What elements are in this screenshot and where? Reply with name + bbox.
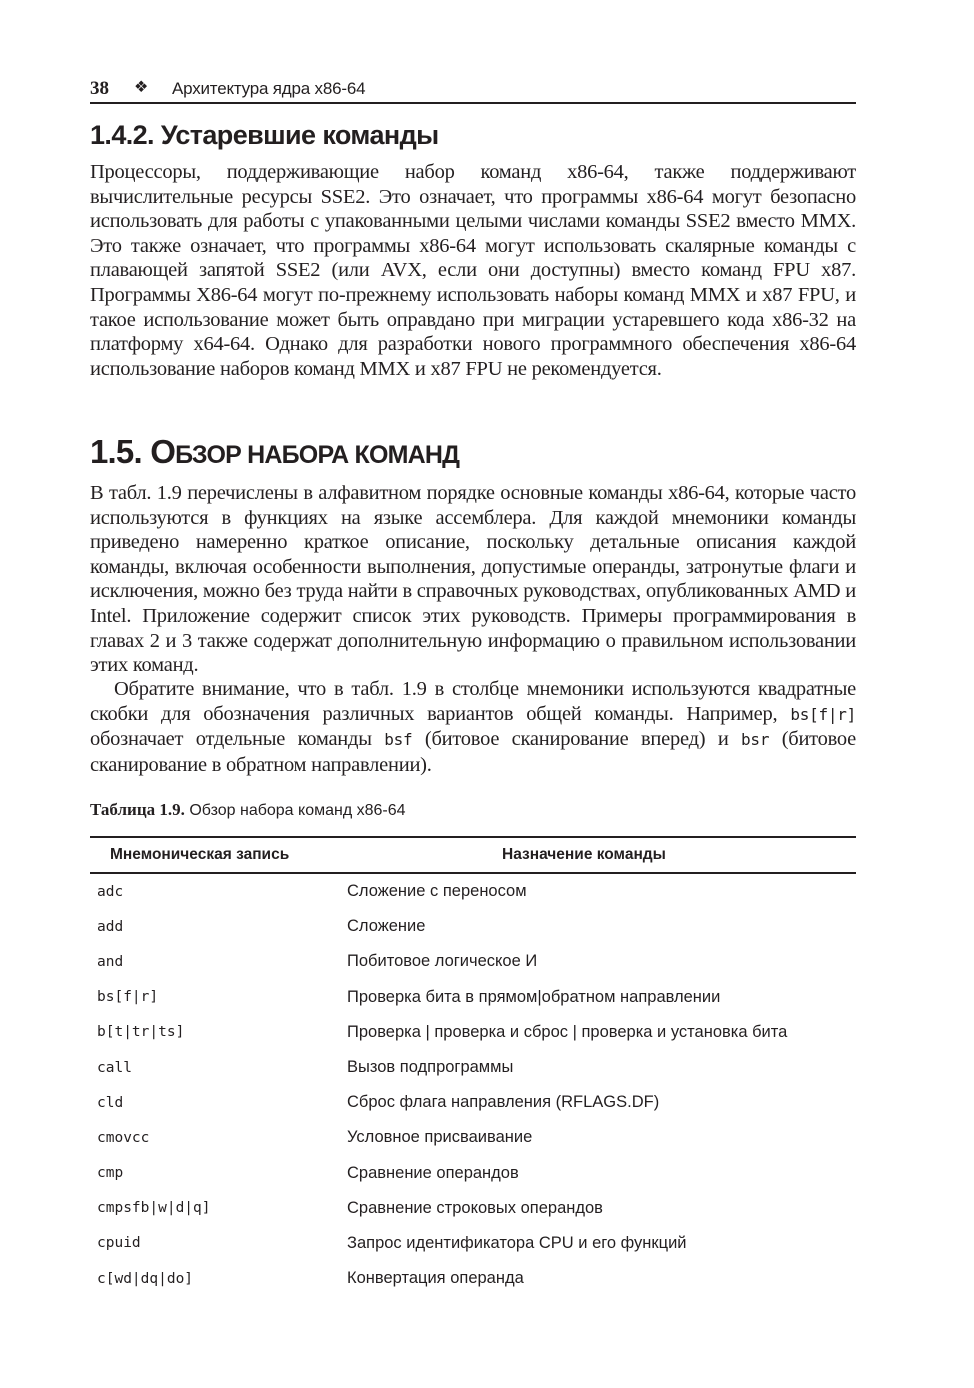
- description-cell: Вызов подпрограммы: [347, 1058, 514, 1077]
- mnemonic-cell: cpuid: [97, 1235, 141, 1252]
- inline-code: bs[f|r]: [790, 704, 856, 724]
- description-cell: Сложение: [347, 917, 426, 936]
- paragraph-text: обозначает отдельные команды: [90, 728, 385, 751]
- table-row: [90, 1120, 856, 1155]
- table-row: [90, 1015, 856, 1050]
- mnemonic-cell: bs[f|r]: [97, 989, 159, 1006]
- column-header-purpose: Назначение команды: [332, 837, 856, 873]
- table-caption: [90, 800, 406, 820]
- mnemonic-cell: cmp: [97, 1165, 124, 1182]
- mnemonic-cell: and: [97, 953, 124, 970]
- section-number: 1.5.: [90, 433, 142, 470]
- section-title-initial: О: [150, 433, 176, 470]
- paragraph-text: (битовое сканирование вперед) и: [412, 728, 742, 751]
- table-caption-label: Таблица 1.9.: [90, 800, 185, 819]
- section-paragraph-2: [90, 677, 856, 777]
- description-cell: Конвертация операнда: [347, 1269, 524, 1288]
- page-number: 38: [90, 78, 109, 99]
- description-cell: Сравнение операндов: [347, 1163, 519, 1182]
- section-title-rest: БЗОР НАБОРА КОМАНД: [175, 441, 460, 469]
- description-cell: Сброс флага направления (RFLAGS.DF): [347, 1093, 660, 1112]
- description-cell: Запрос идентификатора CPU и его функций: [347, 1233, 687, 1252]
- inline-code: bsf: [384, 730, 413, 750]
- mnemonic-cell: add: [97, 918, 124, 935]
- subsection-heading: 1.4.2. Устаревшие команды: [90, 120, 439, 150]
- table-row: [90, 1191, 856, 1226]
- section-paragraph-1: В табл. 1.9 перечислены в алфавитном порядке основные команды x86-64, которые часто используются в функциях на языке ассемблера. Для каждой мнемоники команды приведено намеренно краткое описание, поскольку детальные описания каждой команды, включая особенности выполнения, допустимые операнды, затронутые флаги и исключения, можно без труда найти в справочных руководствах, опубликованных AMD и Intel. Приложение содержит список этих руководств. Примеры программирования в главах 2 и 3 также содержат дополнительную информацию о правильном использовании этих команд.: [90, 482, 856, 677]
- description-cell: Условное присваивание: [347, 1128, 533, 1147]
- inline-code: bsr: [741, 730, 770, 750]
- section-heading: [90, 433, 459, 471]
- table-header-row: [90, 837, 856, 873]
- description-cell: Проверка бита в прямом|обратном направлении: [347, 987, 721, 1006]
- paragraph-text: Обратите внимание, что в табл. 1.9 в столбце мнемоники используются квадратные скобки для обозначения различных вариантов общей команды. Например,: [90, 678, 856, 725]
- paragraph-text: (битовое сканирование в обратном направлении).: [90, 728, 856, 776]
- table-row: [90, 980, 856, 1015]
- mnemonic-cell: call: [97, 1059, 132, 1076]
- table-row: [90, 873, 856, 909]
- mnemonic-cell: b[t|tr|ts]: [97, 1024, 185, 1041]
- chapter-title: Архитектура ядра x86-64: [172, 79, 366, 98]
- table-row: [90, 1156, 856, 1191]
- column-header-mnemonic: Мнемоническая запись: [90, 837, 332, 873]
- table-caption-text: Обзор набора команд x86-64: [184, 802, 406, 819]
- table-row: [90, 1050, 856, 1085]
- mnemonic-cell: cmpsfb|w|d|q]: [97, 1200, 211, 1217]
- description-cell: Побитовое логическое И: [347, 952, 538, 971]
- running-head: [90, 76, 856, 104]
- ornament-icon: ❖: [134, 79, 149, 96]
- mnemonic-cell: c[wd|dq|do]: [97, 1270, 194, 1287]
- mnemonic-cell: adc: [97, 883, 124, 900]
- description-cell: Проверка | проверка и сброс | проверка и установка бита: [347, 1022, 788, 1041]
- table-row: [90, 1085, 856, 1120]
- instruction-table: [90, 836, 856, 1296]
- mnemonic-cell: cld: [97, 1094, 124, 1111]
- description-cell: Сравнение строковых операндов: [347, 1198, 603, 1217]
- subsection-paragraph: Процессоры, поддерживающие набор команд x86-64, также поддерживают вычислительные ресурсы SSE2. Это означает, что программы x86-64 могут безопасно использовать для работы с упакованными целыми числами команды SSE2 вместо MMX. Это также означает, что программы x86-64 могут использовать скалярные команды с плавающей запятой SSE2 (или AVX, если они доступны) вместо команд FPU x87. Программы X86-64 могут по-прежнему использовать наборы команд MMX и x87 FPU, и такое использование может быть оправдано при миграции устаревшего кода x86-32 на платформу x64-64. Однако для разработки нового программного обеспечения x86-64 использование наборов команд MMX и x87 FPU не рекомендуется.: [90, 161, 856, 380]
- table-row: [90, 944, 856, 979]
- table-row: [90, 909, 856, 944]
- description-cell: Сложение с переносом: [347, 882, 527, 901]
- mnemonic-cell: cmovcc: [97, 1129, 150, 1146]
- table-row: [90, 1226, 856, 1261]
- table-row: [90, 1261, 856, 1296]
